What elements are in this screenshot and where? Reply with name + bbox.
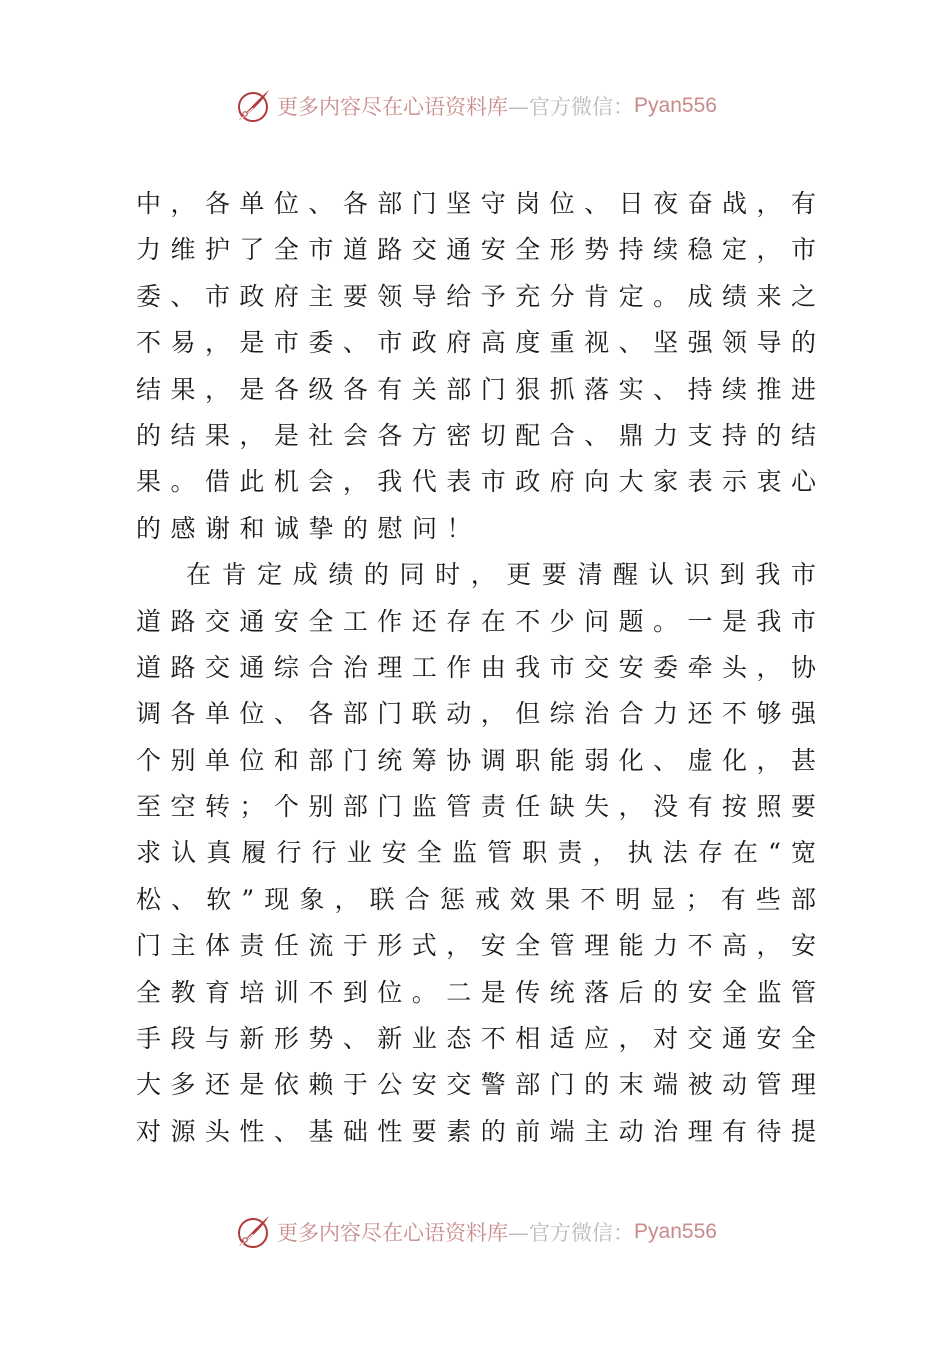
- text-line: 不易，是市委、市政府高度重视、坚强领导的: [136, 328, 816, 358]
- text-line: 道路交通安全工作还存在不少问题。一是我市: [136, 606, 816, 636]
- watermark-wechat-id: Pyan556: [634, 1220, 717, 1243]
- quill-pen-logo-icon: [233, 1212, 273, 1252]
- text-line: 中，各单位、各部门坚守岗位、日夜奋战，有: [136, 189, 816, 218]
- text-line: 手段与新形势、新业态不相适应，对交通安全: [136, 1024, 816, 1054]
- text-line: 大多还是依赖于公安交警部门的末端被动管理: [136, 1070, 816, 1100]
- text-line: 门主体责任流于形式，安全管理能力不高，安: [136, 931, 816, 961]
- paragraph-first-line: 在肯定成绩的同时，更要清醒认识到我市: [186, 560, 816, 590]
- watermark-text: 更多内容尽在心语资料库: [277, 95, 509, 119]
- text-line: 个别单位和部门统筹协调职能弱化、虚化，甚: [136, 745, 816, 775]
- watermark-wechat-id: Pyan556: [634, 94, 717, 117]
- quill-pen-logo-icon: [233, 86, 273, 126]
- text-line: 委、市政府主要领导给予充分肯定。成绩来之: [136, 281, 816, 311]
- watermark-separator: —官方微信：: [508, 1221, 635, 1245]
- header-watermark: [0, 84, 950, 128]
- text-line: 道路交通综合治理工作由我市交安委牵头，协: [136, 652, 816, 682]
- document-body: [136, 181, 816, 1155]
- text-line: 对源头性、基础性要素的前端主动治理有待提: [136, 1116, 816, 1146]
- text-line: 果。借此机会，我代表市政府向大家表示衷心: [136, 467, 816, 497]
- watermark-text: 更多内容尽在心语资料库: [277, 1221, 509, 1245]
- text-line: 的结果，是社会各方密切配合、鼎力支持的结: [136, 420, 816, 450]
- watermark-separator: —官方微信：: [508, 95, 635, 119]
- text-line: 全教育培训不到位。二是传统落后的安全监管: [136, 977, 816, 1007]
- text-line: 调各单位、各部门联动，但综治合力还不够强: [136, 699, 816, 729]
- text-line: 求认真履行行业安全监管职责，执法存在“宽: [136, 838, 816, 868]
- text-line: 力维护了全市道路交通安全形势持续稳定，市: [136, 235, 816, 265]
- text-line: 至空转；个别部门监管责任缺失，没有按照要: [136, 792, 816, 822]
- text-line: 结果，是各级各有关部门狠抓落实、持续推进: [136, 374, 816, 404]
- text-line: 松、软”现象，联合惩戒效果不明显；有些部: [136, 884, 816, 914]
- text-line: 的感谢和诚挚的慰问！: [136, 513, 482, 543]
- footer-watermark: [0, 1210, 950, 1254]
